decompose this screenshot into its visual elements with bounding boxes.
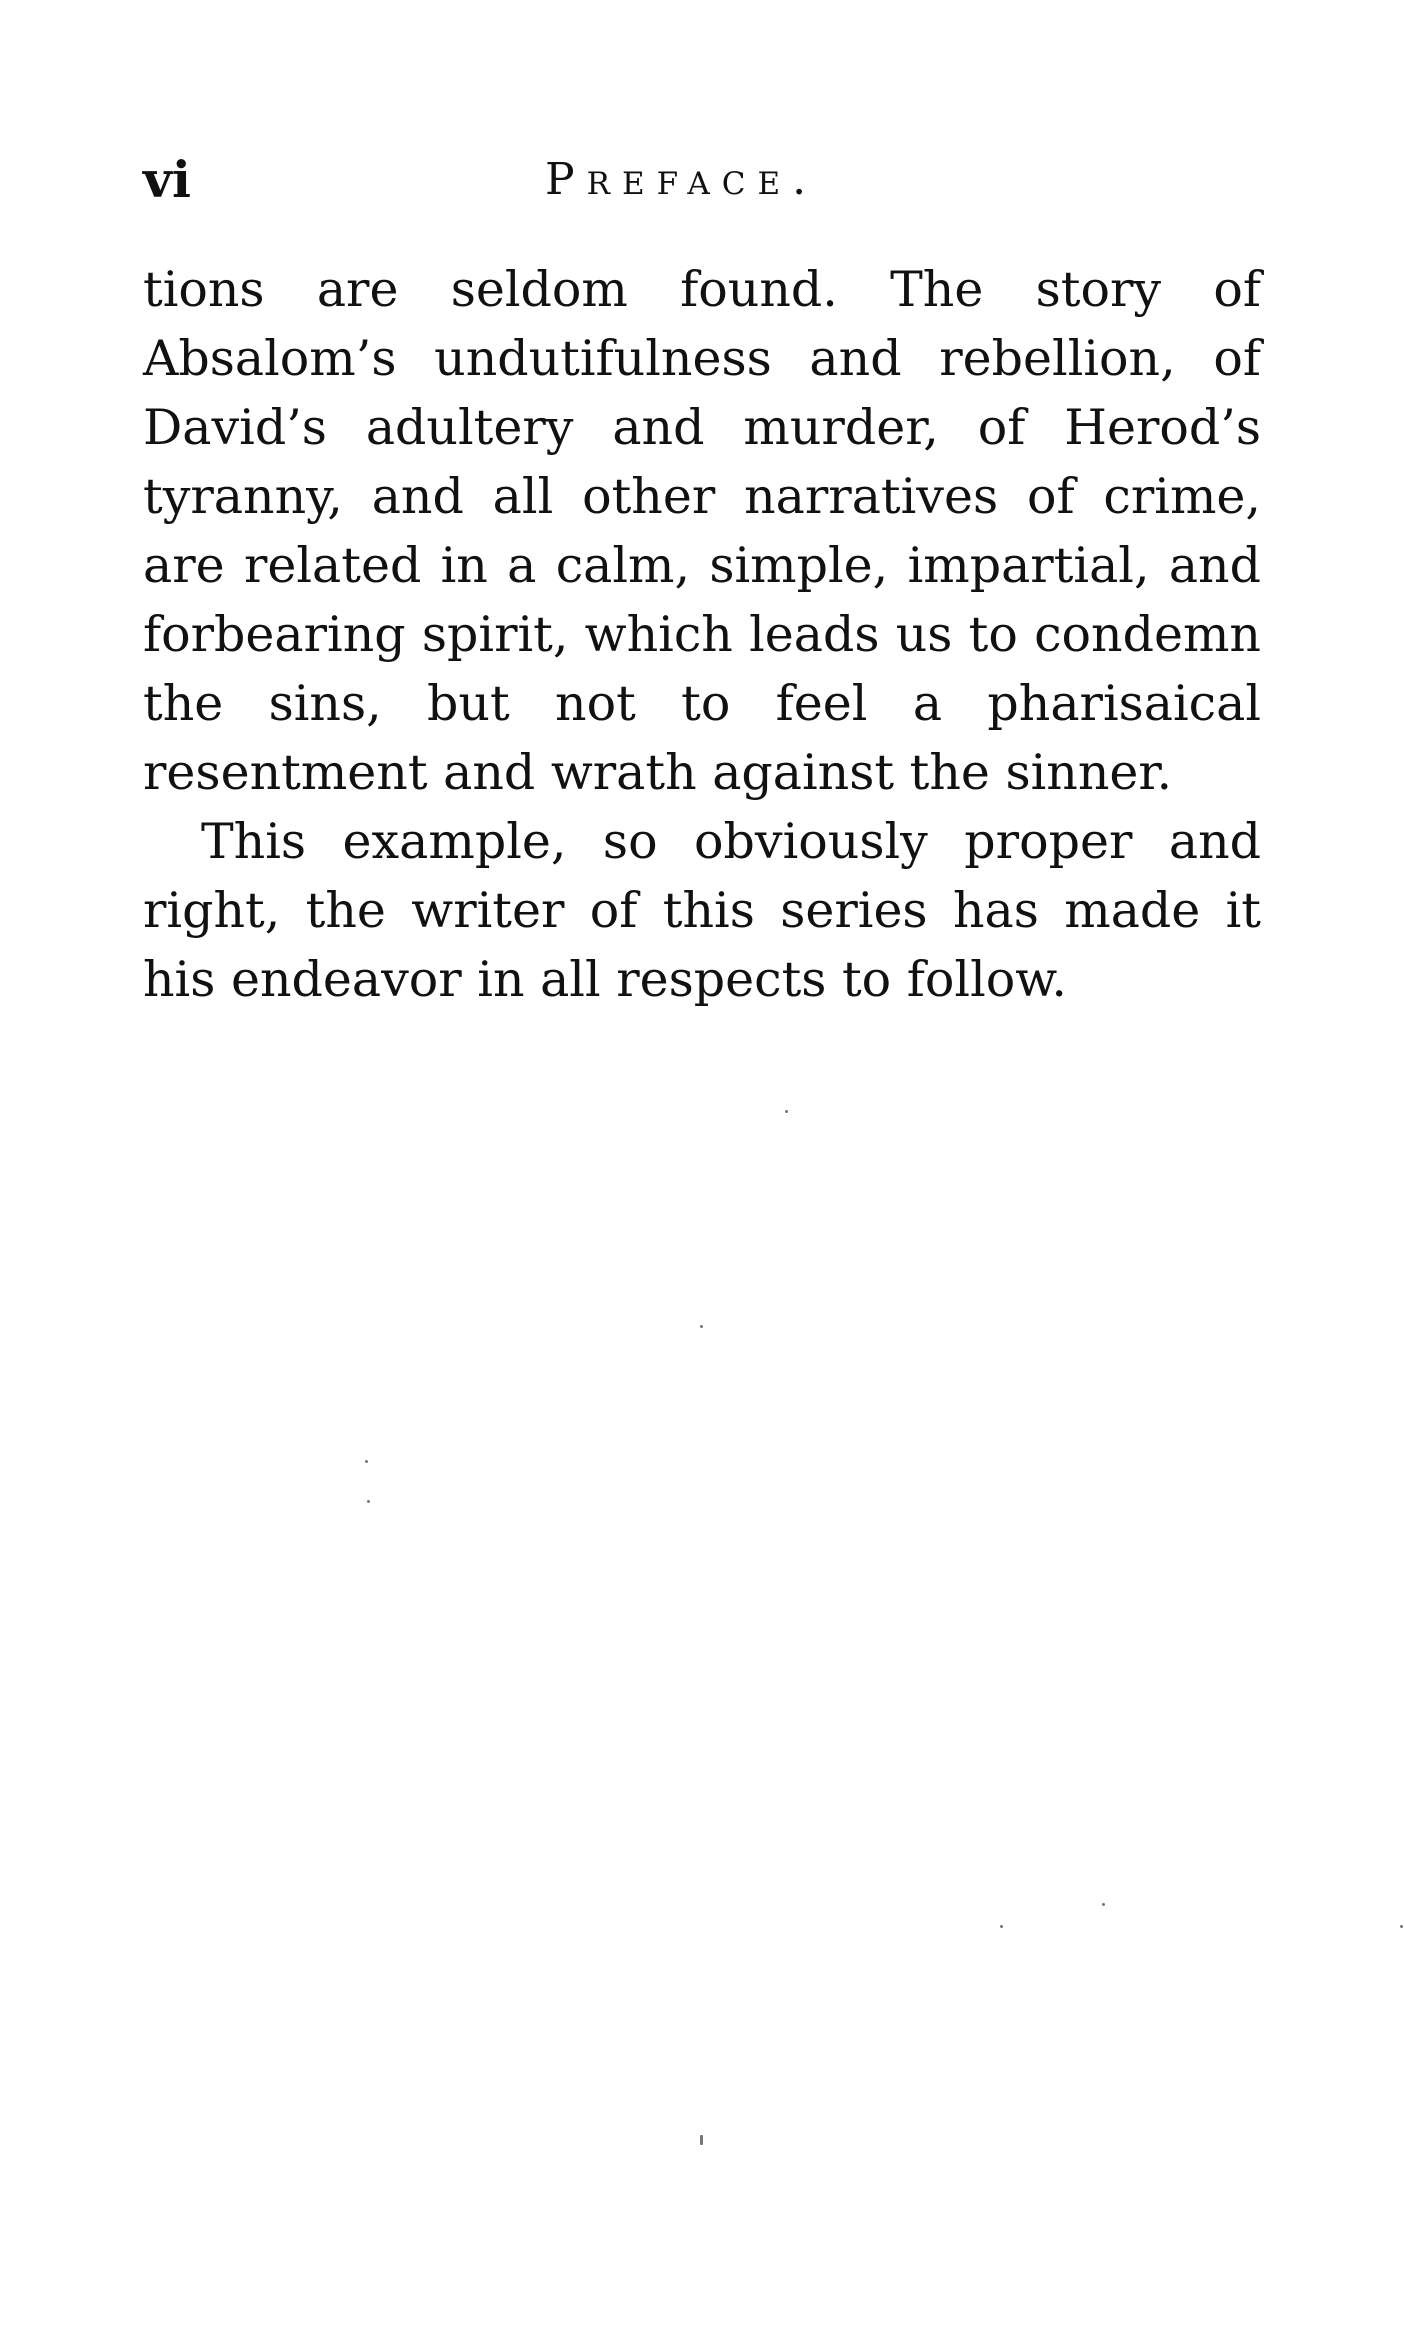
- scan-speck: [785, 1110, 788, 1113]
- scan-speck: [367, 1500, 370, 1503]
- scan-speck: [1102, 1903, 1105, 1906]
- scan-speck: [1000, 1925, 1003, 1928]
- scan-speck: [1400, 1925, 1403, 1928]
- scan-speck: [700, 2135, 703, 2145]
- scan-speck: [700, 1325, 703, 1328]
- paragraph-2: This example, so obviously proper and right, the writer of this series has made it his endeavor in all respects to follow.: [143, 813, 1261, 1008]
- body-text: [143, 255, 1261, 1014]
- running-head: [143, 150, 1263, 210]
- page-number: vi: [143, 150, 192, 209]
- paragraph-1: tions are seldom found. The story of Absalom’s undutifulness and rebellion, of David’s adultery and murder, of Herod’s tyranny, and all other narratives of crime, are related in a calm, simple, impartial, and forbearing spirit, which leads us to condemn the sins, but not to feel a pharisaical resentment and wrath against the sinner.: [143, 261, 1261, 801]
- scan-speck: [365, 1460, 368, 1463]
- running-title: Preface.: [545, 154, 819, 205]
